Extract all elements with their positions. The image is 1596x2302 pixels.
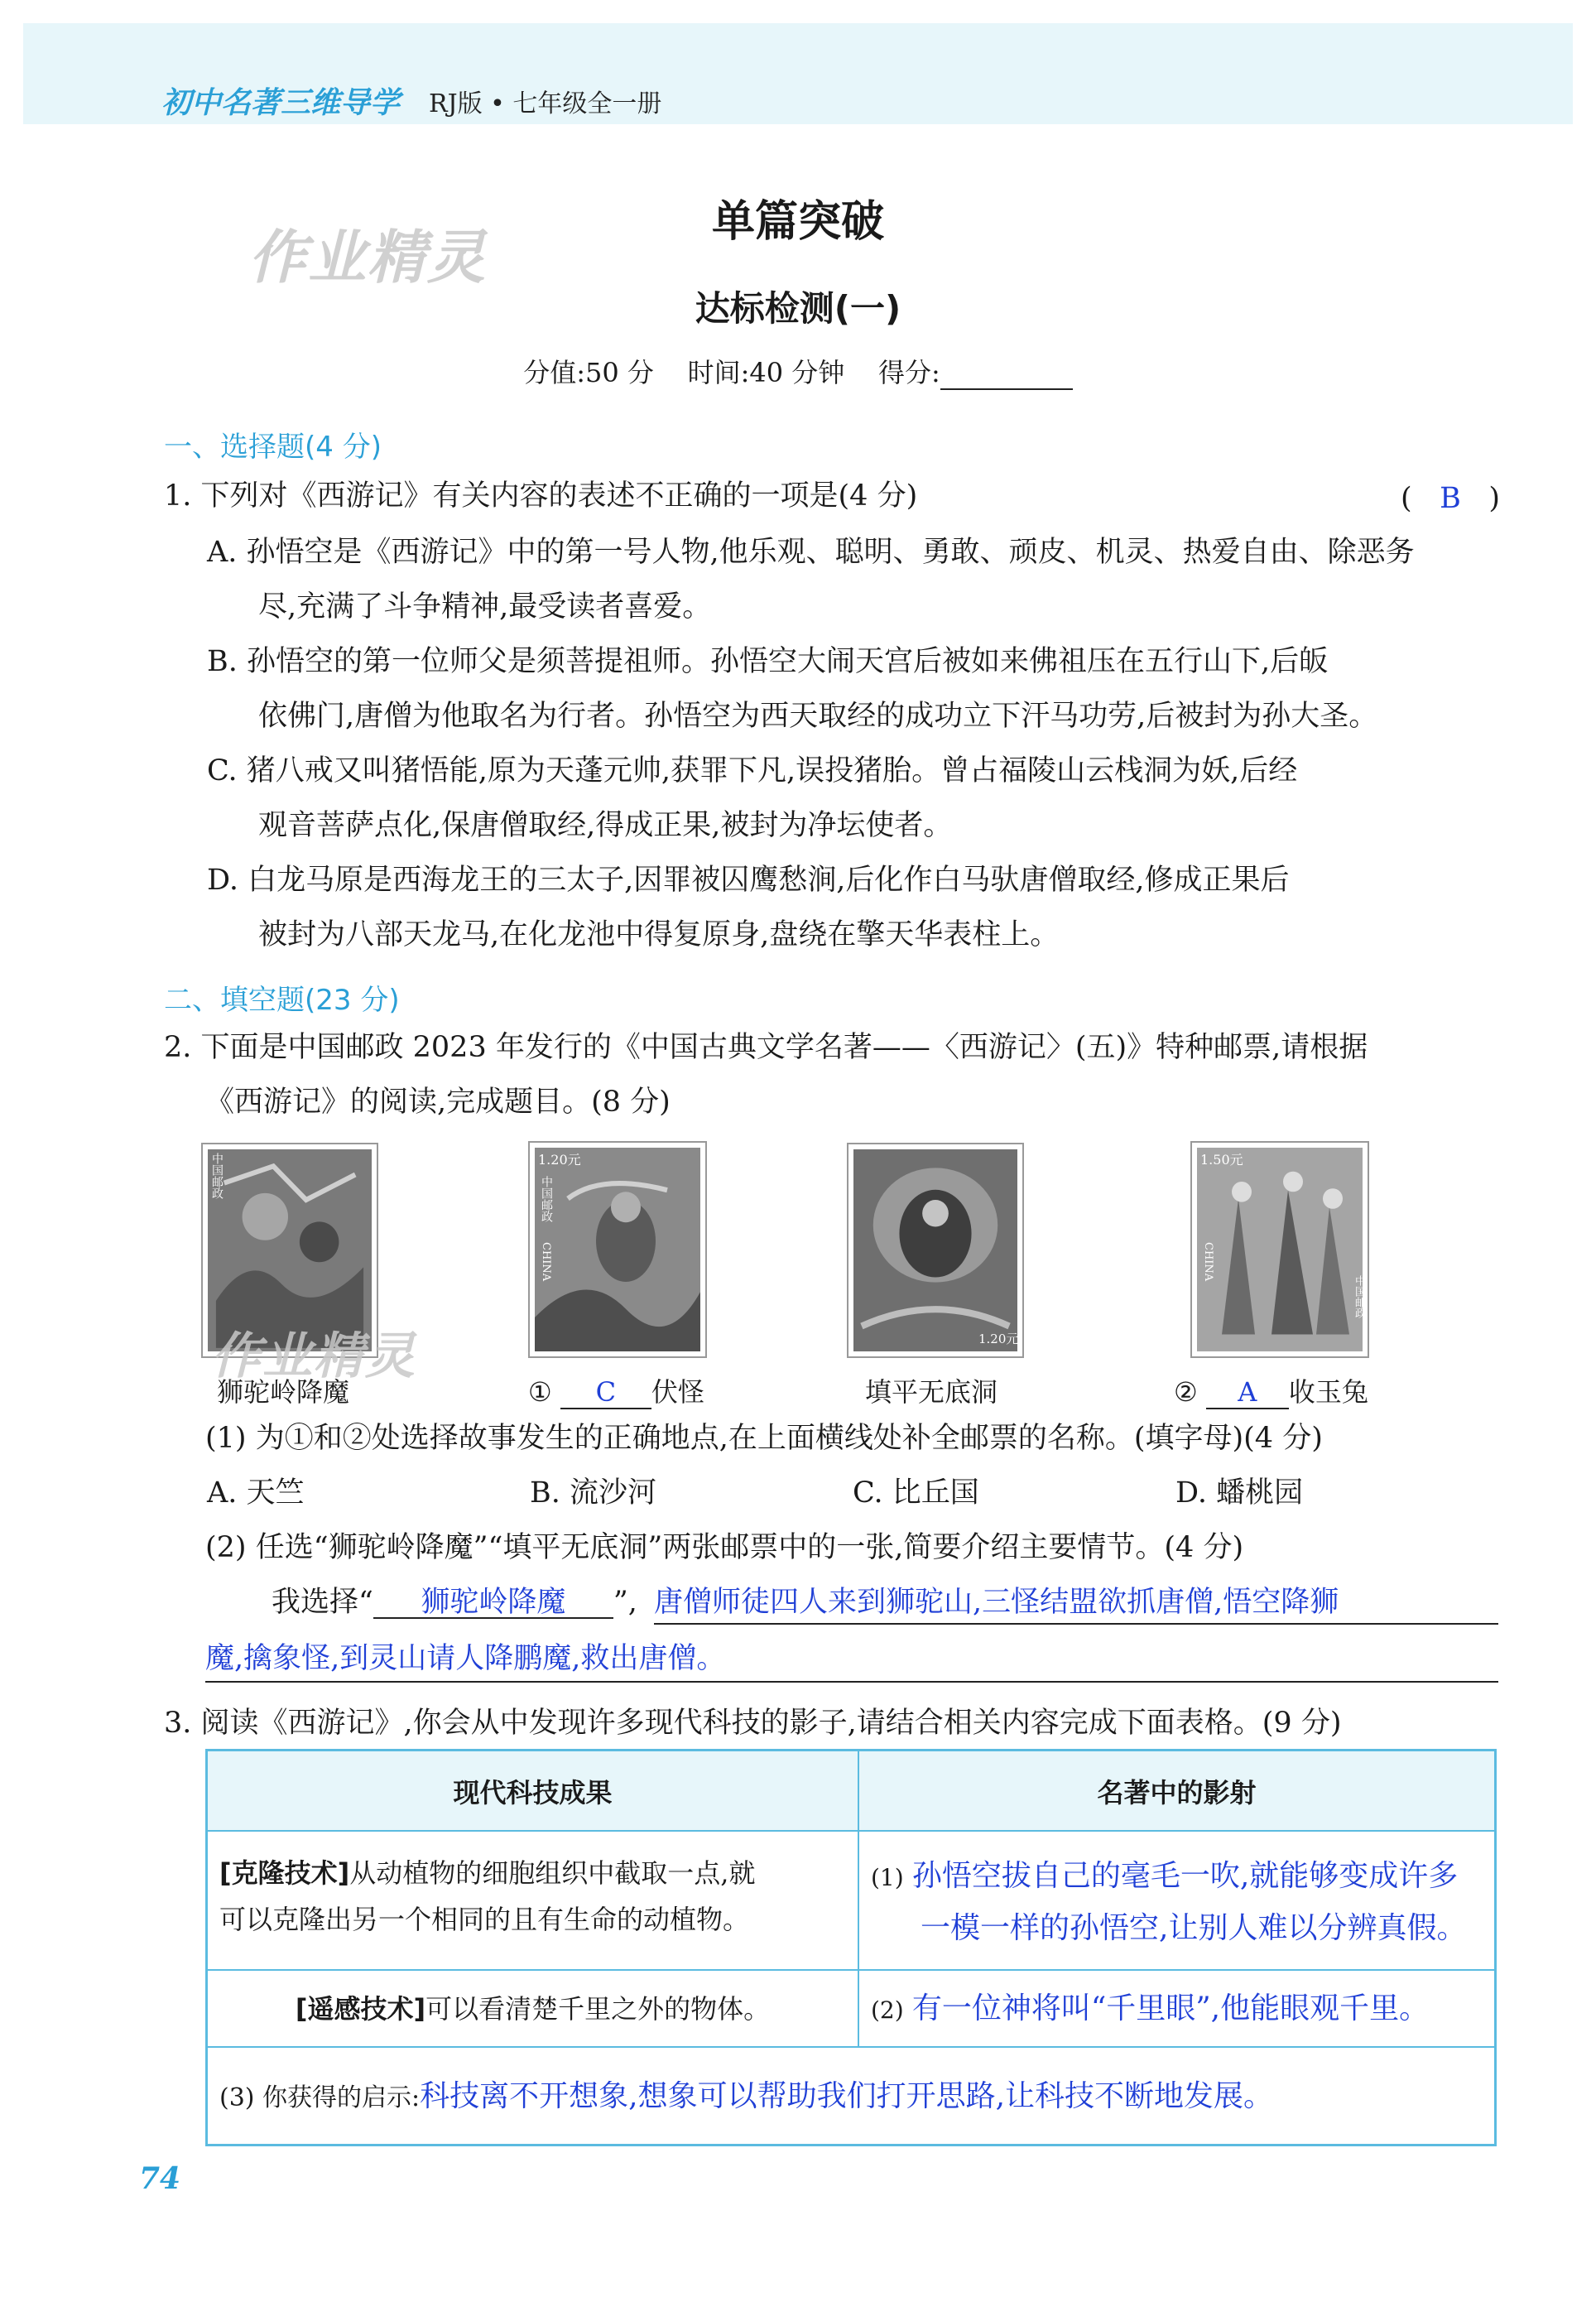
q1-stem: 1. 下列对《西游记》有关内容的表述不正确的一项是(4 分) bbox=[164, 479, 918, 513]
q2-choice-line bbox=[272, 1588, 637, 1619]
stamp2-caption bbox=[528, 1371, 704, 1409]
series-title: 初中名著三维导学 bbox=[161, 86, 401, 120]
score-got: 得分: bbox=[877, 357, 940, 388]
mapping-answer-1a: 孙悟空拔自己的毫毛一吹,就能够变成许多 bbox=[911, 1859, 1459, 1893]
tech-clone-desc1: 从动植物的细胞组织中截取一点,就 bbox=[349, 1857, 756, 1889]
q2-stem-line2: 《西游记》的阅读,完成题目。(8 分) bbox=[205, 1086, 671, 1119]
q1-option-a-line2: 尽,充满了斗争精神,最受读者喜爱。 bbox=[258, 590, 712, 624]
q2-sub1: (1) 为①和②处选择故事发生的正确地点,在上面横线处补全邮票的名称。(填字母)(4 分) bbox=[205, 1422, 1323, 1455]
mapping-clone-line1 bbox=[871, 1850, 1494, 1902]
q3-table bbox=[205, 1749, 1497, 2146]
q1-option-b-line1: B. 孙悟空的第一位师父是须菩提祖师。孙悟空大闹天宫后被如来佛祖压在五行山下,后皈 bbox=[207, 645, 1329, 678]
q2-stem-line1: 2. 下面是中国邮政 2023 年发行的《中国古典文学名著——〈西游记〉(五)》特种邮票,请根据 bbox=[164, 1031, 1368, 1064]
q1-option-a-line1: A. 孙悟空是《西游记》中的第一号人物,他乐观、聪明、勇敢、顽皮、机灵、热爱自由、除恶务 bbox=[207, 536, 1415, 569]
mapping-cell-clone bbox=[858, 1832, 1494, 1969]
insight-label: (3) 你获得的启示: bbox=[219, 2083, 421, 2112]
table-insight-row bbox=[208, 2048, 1494, 2144]
section1-heading: 一、选择题(4 分) bbox=[164, 431, 382, 464]
paren-close: ) bbox=[1488, 482, 1500, 515]
paren-open: ( bbox=[1401, 482, 1412, 515]
stamp4-caption bbox=[1174, 1371, 1368, 1409]
stamp2-value: 1.20元 bbox=[538, 1152, 581, 1168]
q2-option-a: A. 天竺 bbox=[207, 1476, 305, 1510]
q1-option-c-line1: C. 猪八戒又叫猪悟能,原为天蓬元帅,获罪下凡,误投猪胎。曾占福陵山云栈洞为妖,后经 bbox=[207, 754, 1298, 787]
table-row bbox=[208, 1971, 1494, 2048]
watermark-2: 作业精灵 bbox=[211, 1327, 416, 1385]
stamp4-answer: A bbox=[1206, 1376, 1289, 1409]
stamp2-china: CHINA bbox=[540, 1242, 552, 1282]
mapping-answer-1b: 一模一样的孙悟空,让别人难以分辨真假。 bbox=[921, 1911, 1467, 1945]
stamp-image-4 bbox=[1192, 1143, 1368, 1356]
tech-tag-clone: [克隆技术] bbox=[219, 1857, 350, 1889]
mapping-remote-line bbox=[871, 1982, 1429, 2035]
insight-answer: 科技离不开想象,想象可以帮助我们打开思路,让科技不断地发展。 bbox=[420, 2078, 1274, 2113]
stamp2-answer: C bbox=[560, 1376, 651, 1409]
q3-stem: 3. 阅读《西游记》,你会从中发现许多现代科技的影子,请结合相关内容完成下面表格。(9 分) bbox=[164, 1707, 1342, 1740]
page-number: 74 bbox=[139, 2161, 181, 2196]
mapping-clone-line2 bbox=[871, 1902, 1494, 1954]
mapping-num-2: (2) bbox=[871, 1996, 904, 2024]
stamp-image-3 bbox=[848, 1144, 1022, 1356]
q2-answer-line1: 唐僧师徒四人来到狮驼山,三怪结盟欲抓唐僧,悟空降狮 bbox=[654, 1586, 1339, 1619]
q2-option-c: C. 比丘国 bbox=[853, 1476, 979, 1510]
stamp-image-2 bbox=[530, 1143, 705, 1356]
tech-cell-remote bbox=[208, 1971, 858, 2046]
tech-cell-clone bbox=[208, 1832, 858, 1969]
table-header-row bbox=[208, 1751, 1494, 1832]
table-header-col2: 名著中的影射 bbox=[858, 1751, 1494, 1830]
answer-line-2 bbox=[205, 1681, 1498, 1683]
q1-answer-paren bbox=[1401, 482, 1500, 515]
q2-answer-line2: 魔,擒象怪,到灵山请人降鹏魔,救出唐僧。 bbox=[205, 1642, 726, 1675]
stamp4-caption-suffix: 收玉兔 bbox=[1288, 1376, 1368, 1408]
q2-sub1-options bbox=[207, 1476, 1366, 1510]
q1-option-d-line1: D. 白龙马原是西海龙王的三太子,因罪被囚鹰愁涧,后化作白马驮唐僧取经,修成正果后 bbox=[207, 864, 1290, 897]
q1-option-c-line2: 观音菩萨点化,保唐僧取经,得成正果,被封为净坛使者。 bbox=[258, 809, 953, 842]
stamp1-caption: 狮驼岭降魔 bbox=[217, 1376, 350, 1408]
answer-line-1 bbox=[654, 1623, 1498, 1625]
stamp2-caption-suffix: 伏怪 bbox=[651, 1376, 704, 1408]
choice-suffix: ”, bbox=[613, 1586, 637, 1619]
q2-sub2: (2) 任选“狮驼岭降魔”“填平无底洞”两张邮票中的一张,简要介绍主要情节。(4 分) bbox=[205, 1531, 1244, 1564]
q1-option-d-line2: 被封为八部天龙马,在化龙池中得复原身,盘绕在擎天华表柱上。 bbox=[258, 918, 1060, 951]
watermark: 作业精灵 bbox=[248, 224, 487, 291]
page-title: 单篇突破 bbox=[711, 197, 884, 247]
table-header-col1: 现代科技成果 bbox=[208, 1751, 858, 1830]
score-line bbox=[0, 352, 1596, 390]
tech-remote-line bbox=[296, 1986, 770, 2032]
stamp4-circle-num: ② bbox=[1174, 1376, 1198, 1408]
insight-line bbox=[219, 2070, 1273, 2122]
tech-clone-desc2: 可以克隆出另一个相同的且有生命的动植物。 bbox=[219, 1904, 750, 1935]
edition-label: RJ版 • 七年级全一册 bbox=[429, 89, 662, 118]
mapping-answer-2: 有一位神将叫“千里眼”,他能眼观千里。 bbox=[911, 1991, 1430, 2025]
choice-prefix: 我选择“ bbox=[272, 1586, 373, 1619]
stamp3-value: 1.20元 bbox=[978, 1332, 1019, 1346]
mapping-cell-remote bbox=[858, 1971, 1494, 2046]
table-row bbox=[208, 1832, 1494, 1971]
stamp2-china-post: 中国邮政 bbox=[540, 1176, 553, 1222]
choice-answer: 狮驼岭降魔 bbox=[373, 1588, 613, 1619]
q1-answer: B bbox=[1440, 482, 1461, 515]
stamp1-china-post: 中国邮政 bbox=[210, 1153, 224, 1199]
stamp2-circle-num: ① bbox=[528, 1376, 552, 1408]
tech-clone-line1 bbox=[219, 1850, 858, 1896]
stamp4-china-post: 中国邮政 bbox=[1353, 1275, 1365, 1318]
insight-cell bbox=[208, 2048, 1494, 2144]
q2-option-d: D. 蟠桃园 bbox=[1175, 1476, 1304, 1510]
q2-option-b: B. 流沙河 bbox=[530, 1476, 656, 1510]
score-value: 分值:50 分 bbox=[523, 357, 654, 388]
tech-remote-desc: 可以看清楚千里之外的物体。 bbox=[425, 1992, 771, 2025]
q1-option-b-line2: 依佛门,唐僧为他取名为行者。孙悟空为西天取经的成功立下汗马功劳,后被封为孙大圣。 bbox=[258, 700, 1378, 733]
stamp3-caption: 填平无底洞 bbox=[865, 1376, 998, 1408]
tech-tag-remote: [遥感技术] bbox=[295, 1992, 426, 2025]
score-time: 时间:40 分钟 bbox=[687, 357, 845, 388]
page-subtitle: 达标检测(一) bbox=[695, 288, 901, 329]
section2-heading: 二、填空题(23 分) bbox=[164, 984, 400, 1017]
mapping-num-1: (1) bbox=[871, 1864, 904, 1891]
score-blank bbox=[940, 364, 1073, 390]
stamp4-value: 1.50元 bbox=[1200, 1152, 1243, 1168]
stamp4-china: CHINA bbox=[1202, 1242, 1214, 1282]
